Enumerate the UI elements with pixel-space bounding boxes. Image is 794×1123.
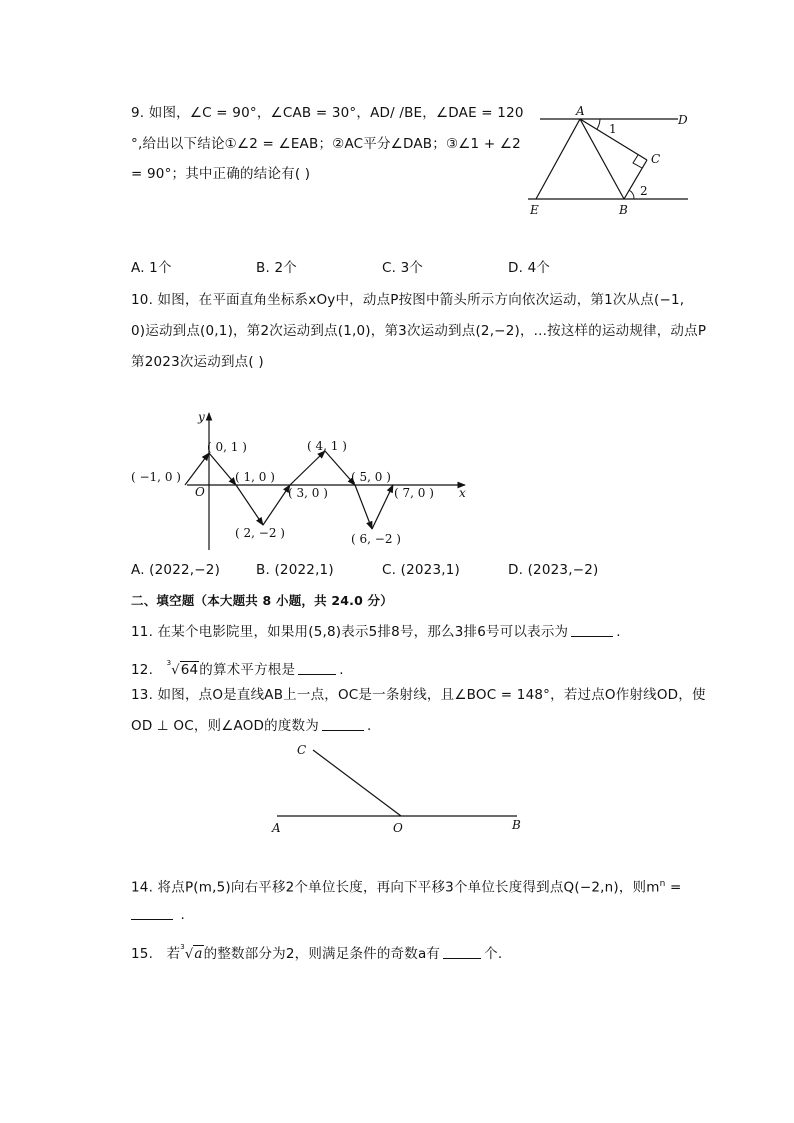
label-c: C	[297, 743, 307, 757]
q9-line3: = 90°；其中正确的结论有( )	[131, 166, 311, 182]
q9-option-a: A. 1个	[131, 260, 172, 276]
move-4	[263, 485, 290, 525]
label-e: E	[530, 203, 539, 217]
point-label-1-0: ( 1, 0 )	[235, 470, 275, 484]
q11-blank	[571, 624, 613, 637]
move-2	[209, 453, 236, 485]
segment-ab	[580, 119, 624, 199]
q15-radicand: a	[194, 946, 203, 962]
label-d: D	[678, 113, 688, 127]
section-2-heading: 二、填空题（本大题共 8 小题，共 24.0 分）	[131, 593, 393, 608]
right-angle-mark	[633, 155, 642, 168]
q9-line2: °,给出以下结论①∠2 = ∠EAB；②AC平分∠DAB；③∠1 + ∠2	[131, 136, 521, 152]
q11-end: .	[616, 624, 621, 640]
q14-eq: =	[665, 879, 682, 896]
point-label-5-0: ( 5, 0 )	[351, 470, 391, 484]
q14-blank	[131, 907, 173, 920]
q10-line2: 0)运动到点(0,1)，第2次运动到点(1,0)，第3次运动到点(2,−2)，...按这样的运动规律，动点P	[131, 323, 707, 339]
move-7	[355, 485, 372, 529]
q9-option-c: C. 3个	[382, 260, 424, 276]
point-label-7-0: ( 7, 0 )	[394, 486, 434, 500]
label-b: B	[512, 818, 521, 832]
label-a: A	[272, 821, 281, 835]
move-1	[185, 453, 209, 485]
q13-line2-text: OD ⊥ OC，则∠AOD的度数为	[131, 718, 319, 734]
q13-figure	[265, 738, 535, 843]
q15-text: 的整数部分为2，则满足条件的奇数a有	[203, 946, 441, 962]
q13-line1: 13. 如图，点O是直线AB上一点，OC是一条射线，且∠BOC = 148°，若过点O作射线OD，使	[131, 687, 706, 703]
q14-line1	[131, 875, 682, 897]
q10-option-b: B. (2022,1)	[256, 562, 334, 578]
q15-num: 15.	[131, 946, 154, 962]
radical-icon: √	[171, 663, 180, 678]
q10-line3: 第2023次运动到点( )	[131, 354, 264, 370]
point-label-0-1: ( 0, 1 )	[207, 440, 247, 454]
q14-end: .	[180, 907, 185, 923]
label-b: B	[619, 203, 628, 217]
q14-line2	[131, 906, 185, 924]
q12-radicand: 64	[180, 662, 199, 678]
angle-1-arc	[597, 119, 600, 129]
q11	[131, 623, 621, 641]
q11-text: 11. 在某个电影院里，如果用(5,8)表示5排8号，那么3排6号可以表示为	[131, 624, 569, 640]
q14-exponent: n	[659, 879, 666, 889]
q15-end: 个.	[484, 946, 503, 962]
move-3	[236, 485, 263, 525]
point-label-6-m2: ( 6, −2 )	[351, 532, 401, 546]
q13-end: .	[366, 718, 372, 734]
x-axis-label: x	[459, 486, 466, 500]
angle-2-arc	[629, 190, 634, 199]
q12-text: 的算术平方根是	[199, 662, 296, 678]
label-a: A	[576, 104, 585, 118]
point-label-4-1: ( 4, 1 )	[307, 439, 347, 453]
y-axis-label: y	[198, 410, 205, 424]
q10-option-c: C. (2023,1)	[382, 562, 460, 578]
q10-line1: 10. 如图，在平面直角坐标系xOy中，动点P按图中箭头所示方向依次运动，第1次从点(−1,	[131, 292, 685, 308]
q12-num: 12.	[131, 662, 154, 678]
q10-option-d: D. (2023,−2)	[508, 562, 599, 578]
move-5	[290, 451, 325, 485]
ray-oc	[313, 750, 401, 816]
q15: 15. 若$^3$√a的整数部分为2，则满足条件的奇数a有 个.	[131, 943, 503, 962]
q9-option-b: B. 2个	[256, 260, 297, 276]
move-8	[372, 485, 393, 529]
origin-label: O	[195, 485, 205, 499]
q12-end: .	[339, 662, 344, 678]
q15-pre: 若	[166, 946, 181, 962]
segment-ae	[536, 119, 580, 199]
q10-option-a: A. (2022,−2)	[131, 562, 221, 578]
q10-figure	[125, 405, 475, 555]
point-label-3-0: ( 3, 0 )	[288, 486, 328, 500]
radical-icon: √	[184, 947, 194, 962]
label-c: C	[651, 152, 661, 166]
q12-blank	[298, 662, 336, 675]
q13-line2	[131, 717, 371, 735]
q13-blank	[322, 718, 364, 731]
label-angle-2: 2	[640, 184, 648, 198]
q12: 12. $^3$√64的算术平方根是 .	[131, 659, 344, 678]
q9-option-d: D. 4个	[508, 260, 551, 276]
label-angle-1: 1	[609, 122, 617, 136]
q14-text: 14. 将点P(m,5)向右平移2个单位长度，再向下平移3个单位长度得到点Q(−2,n)，则m	[131, 879, 660, 896]
point-label-2-m2: ( 2, −2 )	[235, 526, 285, 540]
q15-blank	[443, 946, 481, 959]
q9-line1: 9. 如图，∠C = 90°，∠CAB = 30°，AD/ /BE，∠DAE = 120	[131, 105, 524, 121]
label-o: O	[393, 821, 403, 835]
q9-figure	[520, 100, 700, 225]
point-label-m1-0: ( −1, 0 )	[131, 470, 181, 484]
